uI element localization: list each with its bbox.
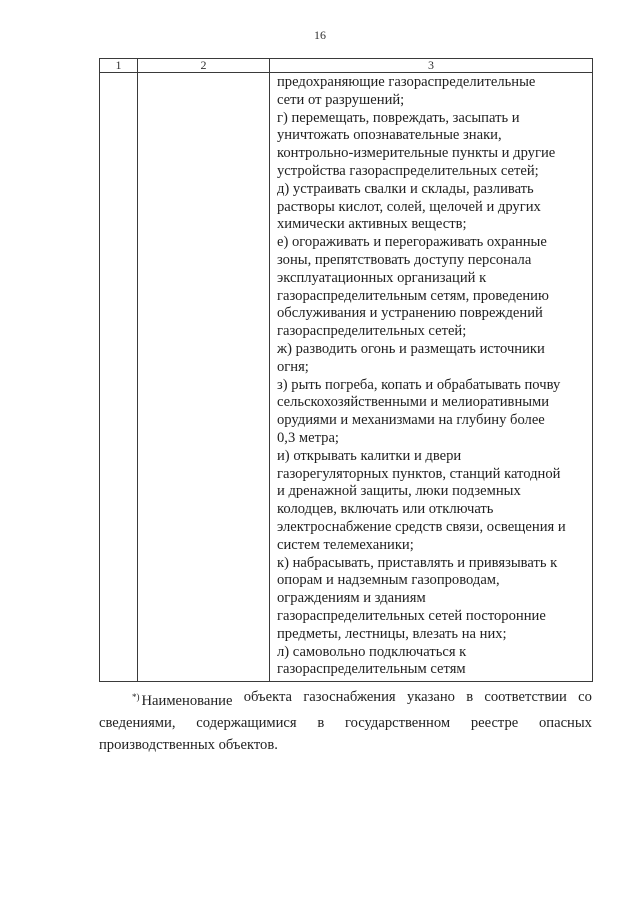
text-line: з) рыть погреба, копать и обрабатывать почву (277, 376, 561, 393)
text-line: растворы кислот, солей, щелочей и других (277, 198, 541, 215)
text-line: сети от разрушений; (277, 91, 405, 108)
footnote-word-text: Наименование (141, 693, 233, 709)
text-line: зоны, препятствовать доступу персонала (277, 251, 532, 268)
footnote-word: со (578, 689, 592, 705)
footnote-word: объекта (243, 689, 293, 705)
footnote-line-1 (99, 686, 592, 712)
text-line: и дренажной защиты, люки подземных (277, 483, 521, 500)
table-cell-column-3 (270, 73, 593, 682)
footnote-word: опасных (539, 715, 592, 731)
table-cell-column-2 (138, 73, 270, 682)
footnote-word: в (466, 689, 474, 705)
text-line: колодцев, включать или отключать (277, 501, 494, 518)
footnote-word: государственном (344, 715, 451, 731)
text-line: контрольно-измерительные пункты и другие (277, 145, 556, 162)
footnote-word: указано (406, 689, 455, 705)
footnote-line-3 (99, 734, 592, 756)
footnote-marker: *) (132, 692, 140, 702)
text-line: к) набрасывать, приставлять и привязывать к (277, 554, 558, 571)
footnote-word: соответствии (484, 689, 567, 705)
footnote-word: в (317, 715, 325, 731)
footnote-word: содержащимися (196, 715, 297, 731)
text-line: газораспределительным сетям (277, 661, 466, 678)
footnote-word: газоснабжения (303, 689, 396, 705)
table-header-row (100, 59, 593, 73)
text-line: г) перемещать, повреждать, засыпать и (277, 109, 520, 126)
column-header-1: 1 (100, 59, 138, 73)
text-line: предохраняющие газораспределительные (277, 74, 536, 90)
text-line: е) огораживать и перегораживать охранные (277, 234, 547, 251)
page-number: 16 (314, 28, 326, 42)
footnote-line-3-text: производственных объектов. (99, 737, 278, 753)
text-line: ограждениям и зданиям (277, 590, 426, 607)
text-line: предметы, лестницы, влезать на них; (277, 625, 507, 642)
footnote-word: реестре (470, 715, 519, 731)
text-line: сельскохозяйственными и мелиоративными (277, 394, 550, 411)
text-line: обслуживания и устранению повреждений (277, 305, 543, 322)
footnote-word (132, 686, 232, 712)
text-line: опорам и надземным газопроводам, (277, 572, 500, 589)
footnote-word: сведениями, (99, 715, 176, 731)
text-line: устройства газораспределительных сетей; (277, 162, 539, 179)
text-line: огня; (277, 358, 309, 375)
table-row (100, 73, 593, 682)
column-header-2: 2 (138, 59, 270, 73)
text-line: систем телемеханики; (277, 536, 414, 553)
text-line: газораспределительных сетей посторонние (277, 607, 546, 624)
footnote (99, 686, 592, 756)
text-line: газораспределительных сетей; (277, 323, 467, 340)
text-line: газораспределительным сетям, проведению (277, 287, 549, 304)
text-line: уничтожать опознавательные знаки, (277, 127, 502, 144)
text-line: л) самовольно подключаться к (277, 643, 467, 660)
text-line: и) открывать калитки и двери (277, 447, 462, 464)
table-cell-column-1 (100, 73, 138, 682)
footnote-line-2 (99, 712, 592, 734)
text-line: электроснабжение средств связи, освещения и (277, 518, 566, 535)
text-line: 0,3 метра; (277, 429, 339, 446)
text-line: ж) разводить огонь и размещать источники (277, 340, 545, 357)
text-line: орудиями и механизмами на глубину более (277, 412, 545, 429)
text-line: эксплуатационных организаций к (277, 269, 487, 286)
text-line: газорегуляторных пунктов, станций катодной (277, 465, 561, 482)
text-line: химически активных веществ; (277, 216, 467, 233)
requirements-table (99, 58, 593, 682)
column-header-3: 3 (270, 59, 593, 73)
prohibited-actions-text (270, 73, 592, 681)
text-line: д) устраивать свалки и склады, разливать (277, 180, 534, 197)
